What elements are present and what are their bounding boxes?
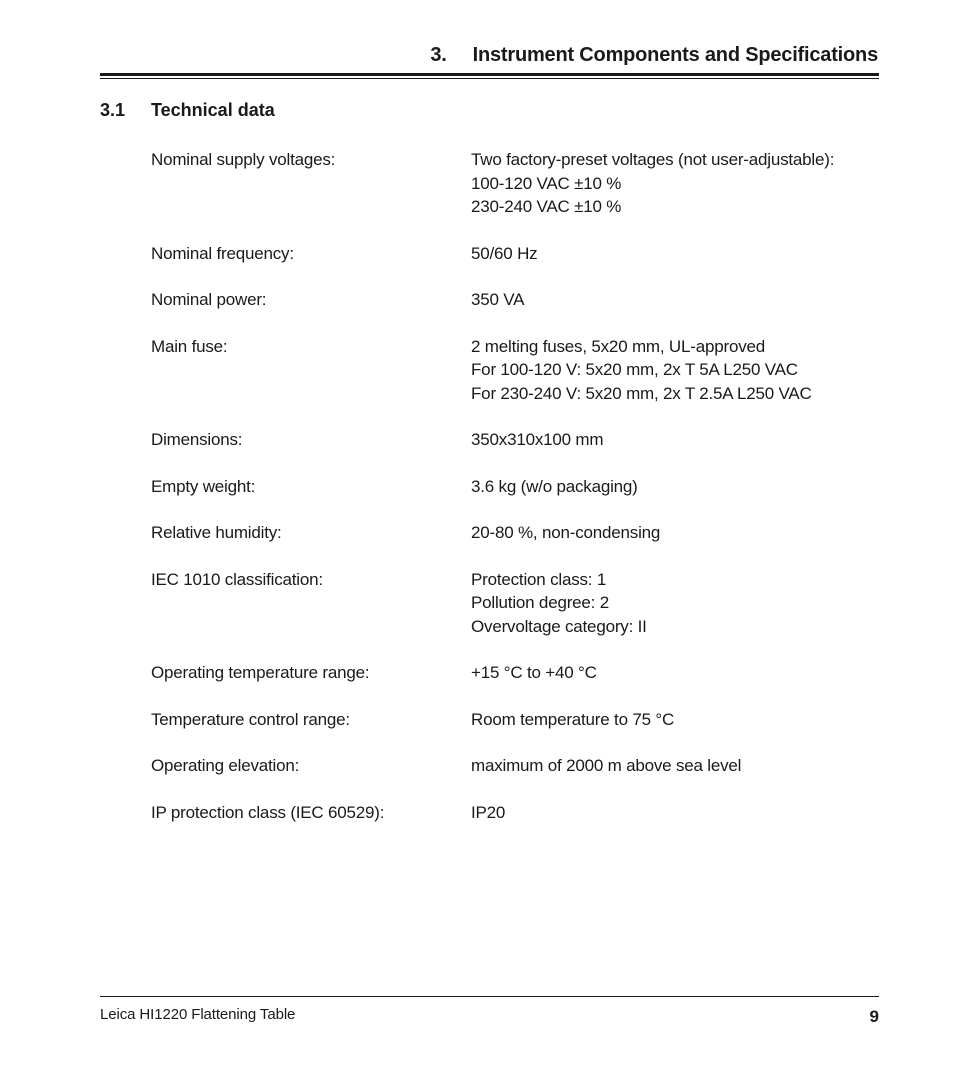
footer-rule: [100, 996, 879, 997]
spec-label: Empty weight:: [151, 476, 256, 496]
spec-label: Operating temperature range:: [151, 663, 370, 682]
spec-values: [471, 801, 879, 825]
header-rule-thin: [100, 78, 879, 79]
chapter-title: Instrument Components and Specifications: [472, 44, 878, 66]
spec-value: IP20: [471, 802, 506, 822]
spec-label: Main fuse:: [151, 336, 228, 356]
spec-value: Pollution degree: 2: [471, 593, 609, 612]
spec-values: [471, 475, 879, 499]
spec-values: [471, 568, 879, 639]
spec-value: 20-80 %, non-condensing: [471, 523, 661, 542]
spec-row: [151, 242, 879, 266]
spec-value: 230-240 VAC ±10 %: [471, 197, 622, 216]
spec-values: [471, 521, 879, 545]
spec-values: [471, 288, 879, 312]
spec-value: 350x310x100 mm: [471, 430, 604, 449]
header-rule-thick: [100, 73, 879, 76]
spec-row: [151, 288, 879, 312]
spec-values: [471, 754, 879, 778]
spec-values: [471, 242, 879, 266]
spec-label: Nominal power:: [151, 290, 267, 309]
spec-row: [151, 568, 879, 639]
spec-value: Protection class: 1: [471, 569, 607, 589]
page-number: 9: [869, 1007, 879, 1026]
section-title: Technical data: [151, 100, 275, 120]
spec-values: [471, 335, 879, 406]
spec-row: [151, 521, 879, 545]
spec-label: Temperature control range:: [151, 709, 350, 729]
chapter-number: 3.: [430, 44, 447, 66]
spec-value: 3.6 kg (w/o packaging): [471, 476, 638, 496]
spec-value: 350 VA: [471, 290, 525, 309]
spec-values: [471, 148, 879, 219]
spec-values: [471, 661, 879, 685]
spec-row: [151, 148, 879, 219]
spec-row: [151, 754, 879, 778]
spec-row: [151, 801, 879, 825]
spec-value: Room temperature to 75 °C: [471, 709, 675, 729]
spec-row: [151, 708, 879, 732]
spec-value: For 100-120 V: 5x20 mm, 2x T 5A L250 VAC: [471, 360, 798, 379]
spec-value: 50/60 Hz: [471, 243, 538, 263]
spec-row: [151, 428, 879, 452]
spec-row: [151, 475, 879, 499]
spec-label: IEC 1010 classification:: [151, 569, 323, 589]
spec-label: Operating elevation:: [151, 756, 300, 775]
spec-value: For 230-240 V: 5x20 mm, 2x T 2.5A L250 VAC: [471, 383, 812, 403]
chapter-heading: [430, 44, 878, 67]
section-number: 3.1: [100, 100, 126, 120]
spec-value: Overvoltage category: II: [471, 616, 647, 636]
spec-row: [151, 661, 879, 685]
spec-value: Two factory-preset voltages (not user-adjustable):: [471, 150, 835, 169]
spec-label: Dimensions:: [151, 430, 243, 449]
spec-value: 100-120 VAC ±10 %: [471, 173, 622, 193]
spec-values: [471, 708, 879, 732]
spec-values: [471, 428, 879, 452]
spec-label: Nominal frequency:: [151, 243, 294, 263]
spec-label: Relative humidity:: [151, 523, 282, 542]
spec-value: +15 °C to +40 °C: [471, 663, 597, 682]
spec-table: [151, 148, 879, 847]
spec-value: 2 melting fuses, 5x20 mm, UL-approved: [471, 336, 766, 356]
footer-product-name: Leica HI1220 Flattening Table: [100, 1006, 296, 1023]
spec-value: maximum of 2000 m above sea level: [471, 756, 742, 775]
spec-label: Nominal supply voltages:: [151, 150, 336, 169]
spec-label: IP protection class (IEC 60529):: [151, 802, 385, 822]
spec-row: [151, 335, 879, 406]
